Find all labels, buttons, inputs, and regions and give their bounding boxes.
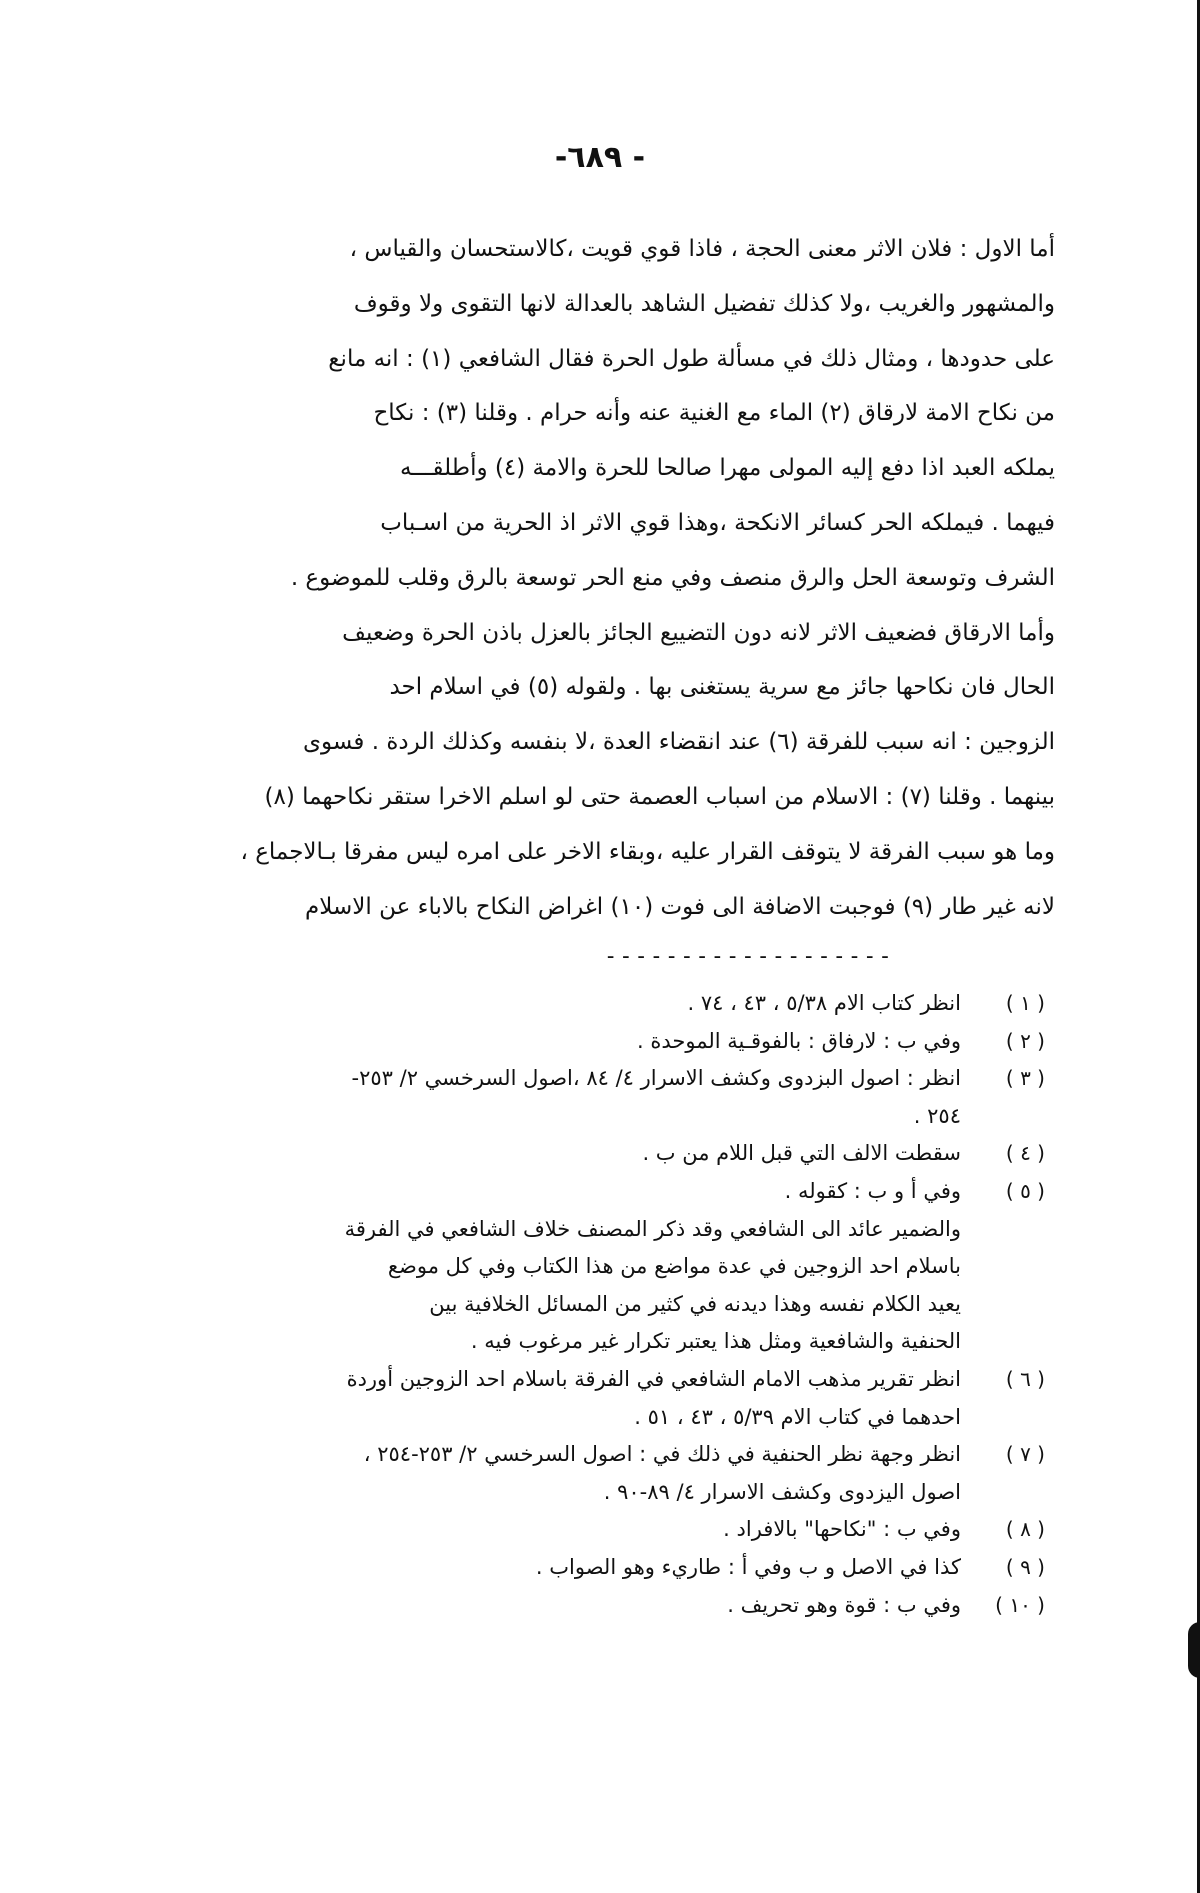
footnote-line [130, 1361, 1045, 1399]
body-line: يملكه العبد اذا دفع إليه المولى مهرا صالحا للحرة والامة (٤) وأطلقـــه [400, 455, 1055, 482]
body-line: لانه غير طار (٩) فوجبت الاضافة الى فوت (١٠) اغراض النكاح بالاباء عن الاسلام [305, 893, 1055, 920]
footnote-line [130, 1549, 1045, 1587]
body-line: الشرف وتوسعة الحل والرق منصف وفي منع الحر توسعة بالرق وقلب للموضوع . [290, 564, 1055, 591]
footnote-marker [985, 1399, 1045, 1437]
footnote-text: انظر وجهة نظر الحنفية في ذلك في : اصول السرخسي ٢/ ٢٥٣-٢٥٤ ، [363, 1442, 961, 1467]
footnote-line [130, 1098, 1045, 1136]
footnote-line [130, 1248, 1045, 1286]
footnote-marker: ( ١ ) [1005, 991, 1045, 1015]
footnote-line [130, 1323, 1045, 1361]
body-line: بينهما . وقلنا (٧) : الاسلام من اسباب العصمة حتى لو اسلم الاخرا ستقر نكاحهما (٨) [264, 783, 1055, 810]
footnote-line [130, 1211, 1045, 1249]
footnote-line [130, 1135, 1045, 1173]
body-line: والمشهور والغريب ،ولا كذلك تفضيل الشاهد بالعدالة لانها التقوى ولا وقوف [353, 290, 1055, 317]
footnote-marker [985, 1286, 1045, 1324]
body-line: أما الاول : فلان الاثر معنى الحجة ، فاذا قوي قويت ،كالاستحسان والقياس ، [349, 236, 1055, 262]
footnote-line [130, 1060, 1045, 1098]
footnote-line [130, 1023, 1045, 1061]
footnote-line [130, 1587, 1045, 1625]
footnote-marker [985, 1098, 1045, 1136]
footnote-text: يعيد الكلام نفسه وهذا ديدنه في كثير من المسائل الخلافية بين [429, 1291, 961, 1316]
footnote-marker: ( ٤ ) [1005, 1141, 1045, 1166]
page-number: - ٦٨٩- [554, 140, 646, 175]
footnote-text: وفي ب : لارفاق : بالفوقـية الموحدة . [637, 1028, 961, 1053]
footnote-marker: ( ٥ ) [1005, 1178, 1045, 1203]
footnote-marker: ( ٢ ) [1005, 1028, 1045, 1053]
footnote-text: وفي ب : "نكاحها" بالافراد . [723, 1517, 961, 1542]
body-line: وأما الارقاق فضعيف الاثر لانه دون التضييع الجائز بالعزل باذن الحرة وضعيف [342, 619, 1055, 646]
footnote-marker: ( ٦ ) [1005, 1366, 1045, 1391]
footnote-text: الحنفية والشافعية ومثل هذا يعتبر تكرار غير مرغوب فيه . [470, 1329, 961, 1354]
body-line: على حدودها ، ومثال ذلك في مسألة طول الحرة فقال الشافعي (١) : انه مانع [328, 345, 1055, 372]
footnote-marker: ( ٣ ) [1005, 1066, 1045, 1091]
footnote-marker: ( ٨ ) [1005, 1517, 1045, 1542]
footnote-line [130, 1511, 1045, 1549]
body-line: الحال فان نكاحها جائز مع سرية يستغنى بها . ولقوله (٥) في اسلام احد [389, 674, 1055, 701]
body-line: الزوجين : انه سبب للفرقة (٦) عند انقضاء العدة ،لا بنفسه وكذلك الردة . فسوى [303, 729, 1055, 756]
footnote-line [130, 1399, 1045, 1437]
body-line: وما هو سبب الفرقة لا يتوقف القرار عليه ،وبقاء الاخر على امره ليس مفرقا بـالاجماع ، [240, 838, 1055, 865]
footnote-text: وفي أ و ب : كقوله . [784, 1178, 961, 1203]
footnote-marker [985, 1211, 1045, 1249]
footnote-text: اصول اليزدوى وكشف الاسرار ٤/ ٨٩-٩٠ . [603, 1479, 961, 1504]
footnote-marker: ( ١٠ ) [995, 1592, 1045, 1617]
footnote-marker: ( ٩ ) [1005, 1554, 1045, 1579]
footnote-line [130, 1436, 1045, 1474]
footnote-line [130, 985, 1045, 1023]
footnote-text: انظر تقرير مذهب الامام الشافعي في الفرقة باسلام احد الزوجين أوردة [346, 1366, 961, 1391]
footnote-text: وفي ب : قوة وهو تحريف . [727, 1592, 961, 1617]
footnote-text: ٢٥٤ . [913, 1103, 961, 1128]
footnote-marker [985, 1248, 1045, 1286]
footnote-text: والضمير عائد الى الشافعي وقد ذكر المصنف خلاف الشافعي في الفرقة [344, 1216, 961, 1241]
footnote-text: انظر : اصول البزدوى وكشف الاسرار ٤/ ٨٤ ،اصول السرخسي ٢/ ٢٥٣- [351, 1066, 961, 1091]
body-text [150, 222, 1055, 934]
footnote-text: انظر كتاب الام ٥/٣٨ ، ٤٣ ، ٧٤ . [687, 991, 961, 1015]
footnote-line [130, 1474, 1045, 1512]
footnote-text: كذا في الاصل و ب وفي أ : طاريء وهو الصواب . [535, 1554, 961, 1579]
body-line: فيهما . فيملكه الحر كسائر الانكحة ،وهذا قوي الاثر اذ الحرية من اسـباب [380, 509, 1055, 536]
footnote-line [130, 1286, 1045, 1324]
body-line: من نكاح الامة لارقاق (٢) الماء مع الغنية عنه وأنه حرام . وقلنا (٣) : نكاح [373, 400, 1055, 427]
footnote-marker: ( ٧ ) [1005, 1442, 1045, 1467]
scan-edge-mark [1188, 1622, 1200, 1678]
footnotes-list [130, 985, 1045, 1624]
footnote-marker [985, 1323, 1045, 1361]
footnote-marker [985, 1474, 1045, 1512]
footnote-text: احدهما في كتاب الام ٥/٣٩ ، ٤٣ ، ٥١ . [634, 1404, 961, 1429]
footnote-text: سقطت الالف التي قبل اللام من ب . [642, 1141, 961, 1166]
footnote-text: باسلام احد الزوجين في عدة مواضع من هذا الكتاب وفي كل موضع [387, 1254, 961, 1279]
footnote-separator: ------------------- [604, 944, 894, 969]
footnote-line [130, 1173, 1045, 1211]
